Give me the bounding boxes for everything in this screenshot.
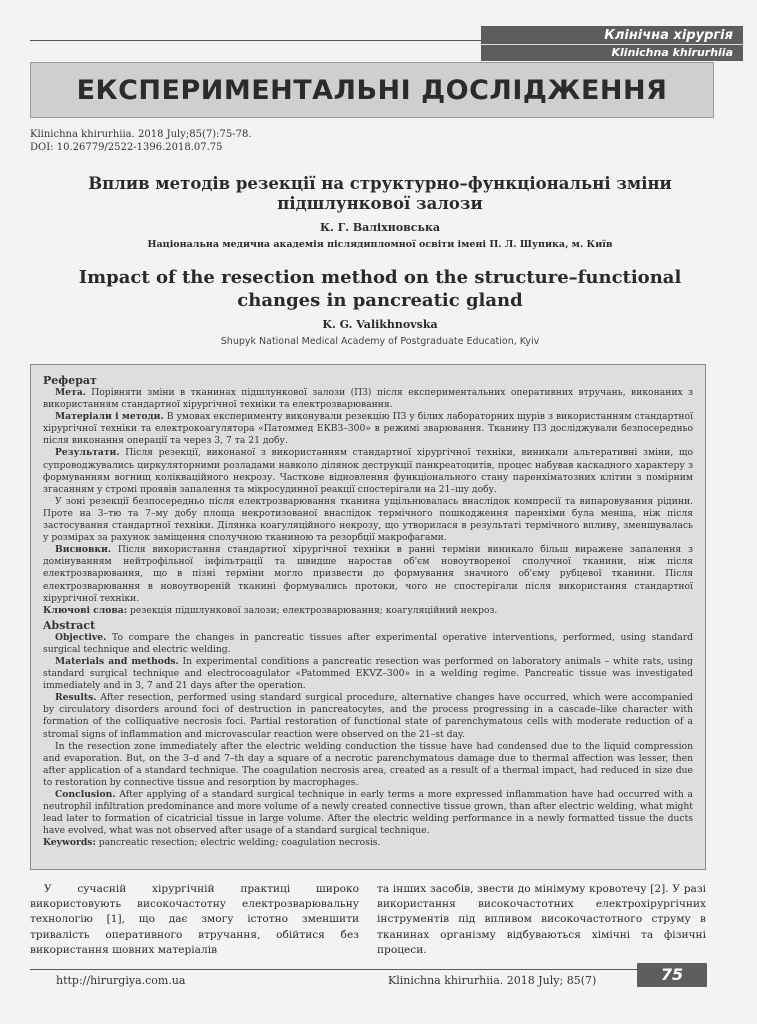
journal-name-en: Klinichna khirurhiia: [611, 46, 733, 59]
abstract-ua-results-2: У зоні резекції безпосередньо після електрозварювання тканина ущільнювалась внаслідок компресії та випаровування рідини. Проте на 3–тю та 7–му добу площа некротизованої внаслідок термічного пошкодження паренхіми була менша, ніж після застосування стандартної техніки. Ділянка коагуляційного некрозу, що утворилася в результаті термічного впливу, зменшувалась у розмірах за рахунок заміщення сполучною тканиною та резорбції макрофагами.: [43, 495, 693, 544]
citation-ref: Klinichna khirurhiia. 2018 July;85(7):75-78.: [30, 129, 252, 140]
body-paragraph-2: та інших засобів, звести до мінімуму кровотечу [2]. У разі використання високочастотних електрохірургічних інструментів під впливом високочастотного струму в тканинах організму відбуваються хімічні та фізичні процеси.: [377, 883, 706, 956]
aim-text: Порівняти зміни в тканинах підшлункової залози (ПЗ) після експериментальних оперативних втручань, виконаних з використанням стандартної хірургічної техніки та електрозварювання.: [43, 387, 694, 411]
aim-label: Мета.: [55, 387, 86, 398]
abstract-box: [30, 364, 706, 870]
footer-url[interactable]: http://hirurgiya.com.ua: [56, 974, 186, 987]
title-en: Impact of the resection method on the structure–functional changes in pancreatic gland: [78, 267, 682, 311]
conclusions-text: Після використання стандартної хірургічної техніки в ранні терміни виникало більш виражене запалення з домінуванням нейтрофільної інфільтрації та швидше наростав об'єм новоутвореної сполучної тканини, ніж після електрозварювання, що в пізні терміни могло призвести до формування значного об'єму рубцевої тканини. Після електрозварювання в новоутвореній тканині формувались протоки, чого не спостерігали після використання стандартної хірургічної техніки.: [43, 544, 694, 604]
abstract-en-results: [43, 692, 693, 740]
abstract-ua-conclusions: [43, 544, 693, 604]
citation-doi[interactable]: DOI: 10.26779/2522-1396.2018.07.75: [30, 142, 223, 153]
body-column-left: [30, 882, 359, 958]
methods-label: Матеріали і методи.: [55, 411, 164, 423]
conclusion-en-label: Conclusion.: [55, 789, 116, 800]
body-text: [30, 882, 706, 958]
author-ua: К. Г. Валіхновська: [319, 221, 441, 234]
section-title: ЕКСПЕРИМЕНТАЛЬНІ ДОСЛІДЖЕННЯ: [76, 74, 668, 106]
journal-name-ua: Клінічна хірургія: [481, 26, 743, 45]
author-en: K. G. Valikhnovska: [322, 318, 438, 331]
keywords-ua-text: резекція підшлункової залози; електрозварювання; коагуляційний некроз.: [130, 604, 498, 616]
methods-text: В умовах експерименту виконували резекцію ПЗ у білих лабораторних щурів з використанням стандартної хірургічної техніки та електрокоагулятора «Патоммед ЕКВЗ–300» в режимі зварювання. Тканину ПЗ досліджували безпосередньо після виконання операції та через 3, 7 та 21 добу.: [43, 411, 694, 447]
abstract-ua-keywords: [43, 605, 693, 617]
citation: [30, 128, 252, 154]
affiliation-ua: Національна медична академія післядипломної освіти імені П. Л. Шупика, м. Київ: [147, 239, 613, 250]
footer-rule: [30, 969, 706, 970]
abstract-en-conclusion: [43, 789, 693, 837]
abstract-en-objective: [43, 632, 693, 656]
methods-en-text: In experimental conditions a pancreatic resection was performed on laboratory animals – white rats, using standard surgical technique and electrocoagulator «Patommed EKVZ–300» in a welding regime. Pancreatic tissue was investigated immediately and in 3, 7 and 21 days after the operation.: [43, 655, 693, 692]
section-banner: [30, 62, 714, 118]
results-en-text: After resection, performed using standard surgical procedure, alternative changes have occurred, which were accompanied by circulatory disorders around foci of destruction in pancreatocytes, and the process progressing in a cascade–like character with formation of the colliquative necrosis foci. Partial restoration of functional state of parenchymatous cells with moderate reduction of a stromal signs of inflammation and microvascular reaction were observed on the 21–st day.: [43, 692, 694, 740]
conclusion-en-text: After applying of a standard surgical technique in early terms a more expressed inflammation have had occurred with a neutrophil infiltration predominance and more volume of a newly created connective tissue grown, than after electric welding, what might lead later to formation of cicatricial tissue in large volume. After the electric welding performance in a newly formatted tissue the ducts have evolved, what was not observed after usage of a standard surgical technique.: [43, 789, 694, 837]
abstract-ua-heading: Реферат: [43, 374, 97, 387]
keywords-en-label: Keywords:: [43, 837, 96, 849]
abstract-en-methods: [43, 656, 693, 692]
header-rule: [30, 40, 490, 41]
objective-label: Objective.: [55, 631, 107, 643]
footer-journal: Klinichna khirurhiia. 2018 July; 85(7): [388, 974, 597, 987]
title-ua: Вплив методів резекції на структурно–функціональні зміни підшлункової залози: [88, 174, 672, 213]
body-column-right: [377, 882, 706, 958]
results-en-label: Results.: [55, 692, 97, 704]
conclusions-label: Висновки.: [55, 544, 112, 556]
objective-text: To compare the changes in pancreatic tissues after experimental operative interventions, performed, using standard surgical technique and electric welding.: [43, 631, 693, 655]
affiliation-en: Shupyk National Medical Academy of Postgraduate Education, Kyiv: [220, 336, 540, 347]
abstract-ua-results: [43, 447, 693, 495]
abstract-ua-methods: [43, 411, 693, 447]
results-text: Після резекції, виконаної з використанням стандартної хірургічної техніки, виникали альтеративні зміни, що супроводжувались циркуляторними розладами навколо ділянок деструкції панкреатоцитів, процес набував каскадного характеру з формуванням вогнищ колікваційного некрозу. Часткове відновлення функціонального стану паренхіматозних клітин з помірним згасанням у стромі проявів запалення та мікросудинної реакції спостерігали на 21–шу добу.: [43, 447, 693, 495]
abstract-ua-aim: [43, 387, 693, 411]
abstract-en-heading: Abstract: [43, 618, 96, 632]
journal-tag: [481, 26, 743, 61]
page-number: 75: [637, 963, 707, 987]
keywords-en-text: pancreatic resection; electric welding; coagulation necrosis.: [98, 837, 381, 849]
keywords-ua-label: Ключові слова:: [43, 604, 128, 616]
abstract-en-results-2: In the resection zone immediately after the electric welding conduction the tissue have had condensed due to the liquid compression and evaporation. But, on the 3–d and 7–th day a square of a necrotic parenchymatous damage due to thermal affection was lesser, then after application of a standard technique. The coagulation necrosis area, created as a result of a thermal impact, had reduced in size due to restoration by connective tissue and resorption by macrophages.: [43, 740, 693, 788]
body-paragraph-1: У сучасній хірургічній практиці широко використовують високочастотну електрозварювальну технологію [1], що дає змогу істотно зменшити тривалість оперативного втручання, обійтися без використання шовних матеріалів: [30, 883, 359, 956]
abstract-en-keywords: [43, 837, 693, 849]
results-label: Результати.: [55, 447, 120, 459]
methods-en-label: Materials and methods.: [55, 655, 179, 667]
